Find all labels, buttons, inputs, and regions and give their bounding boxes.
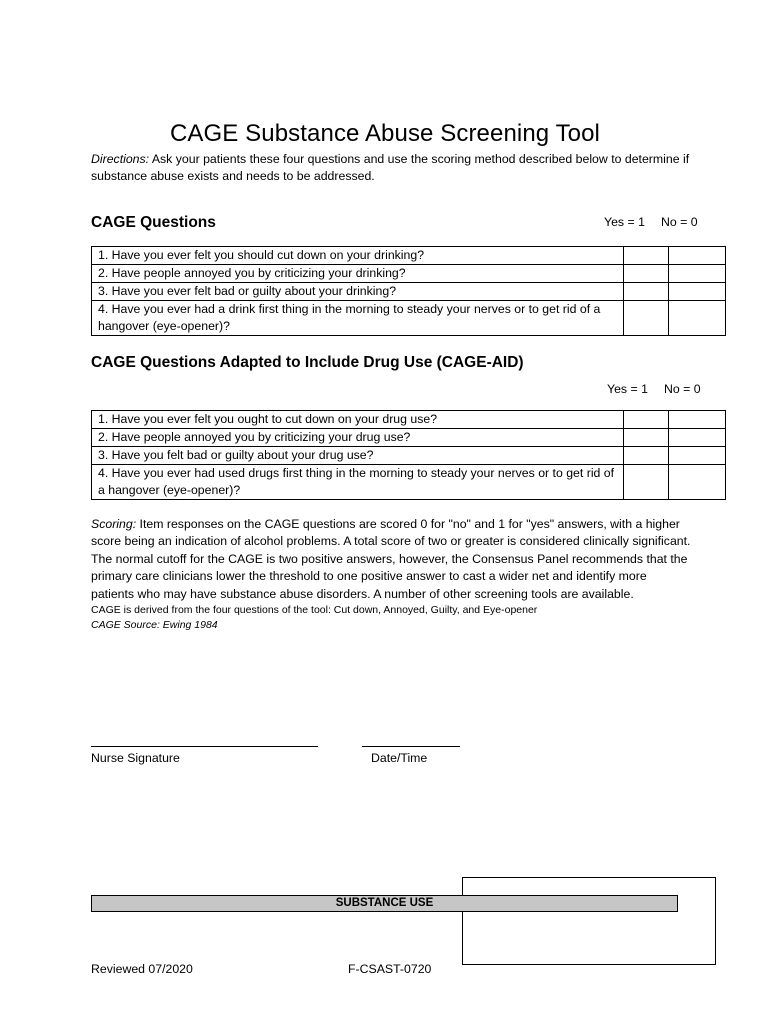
cage-questions-table xyxy=(91,246,726,336)
question-cell: 4. Have you ever had a drink first thing in the morning to steady your nerves or to get rid of a hangover (eye-opener)? xyxy=(92,301,624,336)
no-checkbox-cell[interactable] xyxy=(669,301,726,336)
date-time-line[interactable] xyxy=(362,746,460,747)
table-row xyxy=(92,411,726,429)
substance-use-bar: SUBSTANCE USE xyxy=(91,895,678,912)
patient-label-box xyxy=(462,877,716,965)
date-time-label: Date/Time xyxy=(371,751,428,765)
table-row xyxy=(92,301,726,336)
directions-label: Directions: xyxy=(91,152,150,166)
no-checkbox-cell[interactable] xyxy=(669,447,726,465)
table-row xyxy=(92,465,726,500)
cage-derived-note: CAGE is derived from the four questions of the tool: Cut down, Annoyed, Guilty, and Eye-opener xyxy=(91,604,538,617)
table-row xyxy=(92,283,726,301)
question-cell: 3. Have you felt bad or guilty about your drug use? xyxy=(92,447,624,465)
cage-aid-questions-table xyxy=(91,410,726,500)
cutoff-paragraph: The normal cutoff for the CAGE is two positive answers, however, the Consensus Panel recommends that the primary care clinicians lower the threshold to one positive answer to cast a wider net and identify more patients who may have substance abuse disorders. A number of other screening tools are available. xyxy=(91,551,688,601)
scoring-paragraph xyxy=(91,516,691,551)
yes-checkbox-cell[interactable] xyxy=(624,247,669,265)
nurse-signature-label: Nurse Signature xyxy=(91,751,180,765)
scoring-body: Item responses on the CAGE questions are scored 0 for "no" and 1 for "yes" answers, with a higher score being an indication of alcohol problems. A total score of two or greater is considered clinically significant. xyxy=(91,517,691,549)
nurse-signature-line[interactable] xyxy=(91,746,318,747)
table-row xyxy=(92,447,726,465)
question-cell: 2. Have people annoyed you by criticizing your drinking? xyxy=(92,265,624,283)
cage-yes-scale: Yes = 1 xyxy=(604,215,645,229)
yes-checkbox-cell[interactable] xyxy=(624,301,669,336)
cage-aid-heading: CAGE Questions Adapted to Include Drug Use (CAGE-AID) xyxy=(91,354,524,371)
yes-checkbox-cell[interactable] xyxy=(624,447,669,465)
cage-source-note: CAGE Source: Ewing 1984 xyxy=(91,619,218,632)
no-checkbox-cell[interactable] xyxy=(669,283,726,301)
table-row xyxy=(92,429,726,447)
cage-aid-no-scale: No = 0 xyxy=(664,382,701,396)
yes-checkbox-cell[interactable] xyxy=(624,265,669,283)
no-checkbox-cell[interactable] xyxy=(669,247,726,265)
scoring-label: Scoring: xyxy=(91,517,137,531)
question-cell: 1. Have you ever felt you ought to cut down on your drug use? xyxy=(92,411,624,429)
question-cell: 3. Have you ever felt bad or guilty about your drinking? xyxy=(92,283,624,301)
document-title: CAGE Substance Abuse Screening Tool xyxy=(170,120,600,147)
no-checkbox-cell[interactable] xyxy=(669,465,726,500)
table-row xyxy=(92,265,726,283)
no-checkbox-cell[interactable] xyxy=(669,411,726,429)
directions-body: Ask your patients these four questions and use the scoring method described below to determine if substance abuse exists and needs to be addressed. xyxy=(91,152,690,183)
yes-checkbox-cell[interactable] xyxy=(624,429,669,447)
yes-checkbox-cell[interactable] xyxy=(624,411,669,429)
question-cell: 2. Have people annoyed you by criticizing your drug use? xyxy=(92,429,624,447)
no-checkbox-cell[interactable] xyxy=(669,265,726,283)
form-code: F-CSAST-0720 xyxy=(348,962,432,976)
table-row xyxy=(92,247,726,265)
directions-text xyxy=(91,151,691,185)
cage-heading: CAGE Questions xyxy=(91,214,216,231)
no-checkbox-cell[interactable] xyxy=(669,429,726,447)
cage-aid-yes-scale: Yes = 1 xyxy=(607,382,648,396)
yes-checkbox-cell[interactable] xyxy=(624,283,669,301)
reviewed-date: Reviewed 07/2020 xyxy=(91,962,193,976)
question-cell: 1. Have you ever felt you should cut down on your drinking? xyxy=(92,247,624,265)
question-cell: 4. Have you ever had used drugs first thing in the morning to steady your nerves or to get rid of a hangover (eye-opener)? xyxy=(92,465,624,500)
yes-checkbox-cell[interactable] xyxy=(624,465,669,500)
cage-no-scale: No = 0 xyxy=(661,215,698,229)
scoring-section xyxy=(91,516,691,633)
